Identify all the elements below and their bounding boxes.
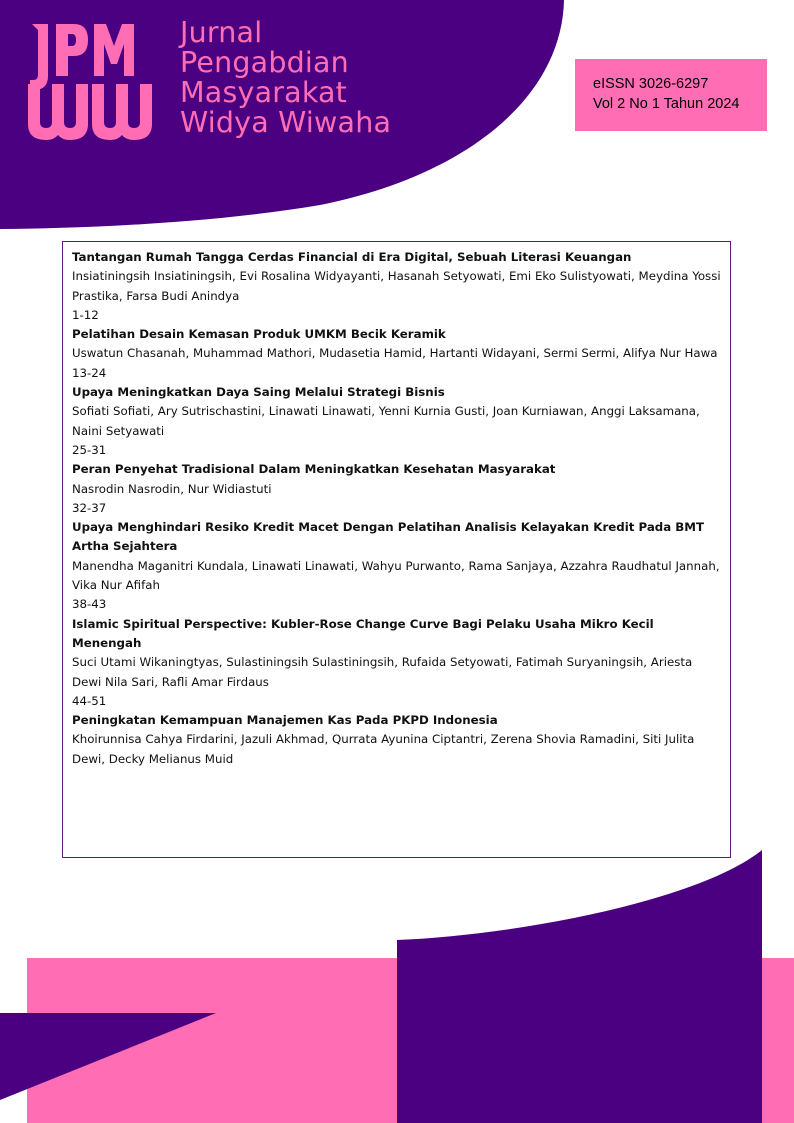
article-pages: 44-51 xyxy=(72,693,107,708)
journal-name-line: Pengabdian xyxy=(180,46,349,79)
article-authors: Nasrodin Nasrodin, Nur Widiastuti xyxy=(72,481,272,496)
toc-entry xyxy=(72,383,722,460)
article-pages: 38-43 xyxy=(72,597,107,612)
article-authors: Insiatiningsih Insiatiningsih, Evi Rosalina Widyayanti, Hasanah Setyowati, Emi Eko Sulistyowati, Meydina Yossi Prastika, Farsa Budi Anindya xyxy=(72,269,721,303)
journal-name-line: Jurnal xyxy=(180,16,263,49)
journal-logo xyxy=(26,18,166,143)
article-pages: 1-12 xyxy=(72,307,99,322)
toc-entry xyxy=(72,460,722,518)
article-title[interactable]: Tantangan Rumah Tangga Cerdas Financial di Era Digital, Sebuah Literasi Keuangan xyxy=(72,250,632,264)
article-title[interactable]: Peran Penyehat Tradisional Dalam Meningkatkan Kesehatan Masyarakat xyxy=(72,462,556,477)
table-of-contents xyxy=(62,241,731,858)
footer-purple-shape-right xyxy=(397,850,762,1123)
journal-name xyxy=(180,18,391,138)
article-title[interactable]: Upaya Menghindari Resiko Kredit Macet Dengan Pelatihan Analisis Kelayakan Kredit Pada BMT Artha Sejahtera xyxy=(72,520,705,554)
article-title[interactable]: Pelatihan Desain Kemasan Produk UMKM Becik Keramik xyxy=(72,327,446,342)
toc-entry xyxy=(72,615,722,711)
toc-entry xyxy=(72,711,722,769)
volume-text: Vol 2 No 1 Tahun 2024 xyxy=(593,96,740,112)
toc-entry xyxy=(72,518,722,614)
article-authors: Uswatun Chasanah, Muhammad Mathori, Mudasetia Hamid, Hartanti Widayani, Sermi Sermi, Alifya Nur Hawa xyxy=(72,346,718,361)
toc-entry xyxy=(72,248,722,325)
journal-name-line: Masyarakat xyxy=(180,76,348,109)
issn-box xyxy=(575,59,767,131)
article-pages: 13-24 xyxy=(72,365,107,380)
article-authors: Khoirunnisa Cahya Firdarini, Jazuli Akhmad, Qurrata Ayunina Ciptantri, Zerena Shovia Ramadini, Siti Julita Dewi, Decky Melianus Muid xyxy=(72,732,695,766)
eissn-text: eISSN 3026-6297 xyxy=(593,76,709,92)
journal-name-line: Widya Wiwaha xyxy=(180,106,392,139)
article-pages: 32-37 xyxy=(72,500,107,515)
article-authors: Suci Utami Wikaningtyas, Sulastiningsih Sulastiningsih, Rufaida Setyowati, Fatimah Suryaningsih, Ariesta Dewi Nila Sari, Rafli Amar Firdaus xyxy=(72,655,693,689)
article-title[interactable]: Peningkatan Kemampuan Manajemen Kas Pada PKPD Indonesia xyxy=(72,713,498,728)
article-pages: 25-31 xyxy=(72,442,107,457)
article-title[interactable]: Islamic Spiritual Perspective: Kubler-Rose Change Curve Bagi Pelaku Usaha Mikro Kecil Menengah xyxy=(72,616,654,650)
article-authors: Sofiati Sofiati, Ary Sutrischastini, Linawati Linawati, Yenni Kurnia Gusti, Joan Kurniawan, Anggi Laksamana, Naini Setyawati xyxy=(72,404,700,438)
article-authors: Manendha Maganitri Kundala, Linawati Linawati, Wahyu Purwanto, Rama Sanjaya, Azzahra Raudhatul Jannah, Vika Nur Afifah xyxy=(72,558,720,593)
toc-entry xyxy=(72,325,722,383)
article-title[interactable]: Upaya Meningkatkan Daya Saing Melalui Strategi Bisnis xyxy=(72,385,445,400)
